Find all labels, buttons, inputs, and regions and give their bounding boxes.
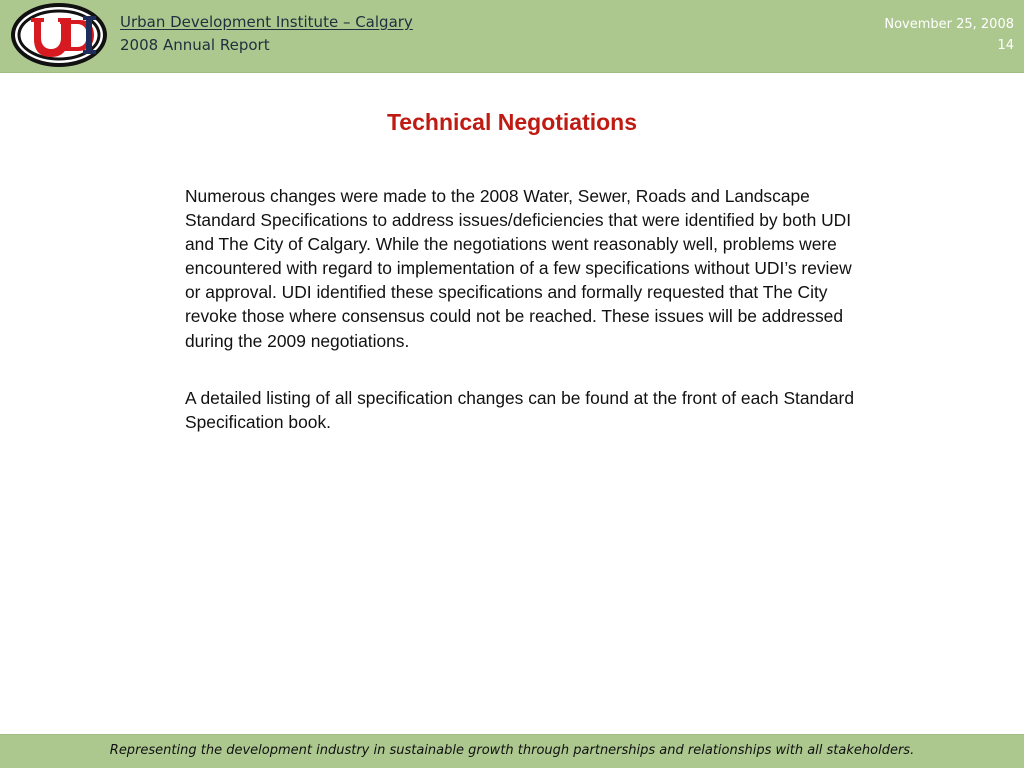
organization-title: Urban Development Institute – Calgary bbox=[120, 13, 413, 31]
udi-logo-icon bbox=[10, 2, 108, 68]
report-subtitle: 2008 Annual Report bbox=[120, 36, 270, 54]
slide-title: Technical Negotiations bbox=[386, 109, 638, 135]
slide-body bbox=[185, 184, 865, 434]
header-meta bbox=[884, 14, 1014, 56]
footer-tagline: Representing the development industry in sustainable growth through partnerships and relationships with all stakeholders. bbox=[109, 743, 915, 758]
footer-bar bbox=[0, 734, 1024, 768]
header-bar bbox=[0, 0, 1024, 73]
header-identity bbox=[120, 10, 413, 57]
slide-date: November 25, 2008 bbox=[884, 17, 1014, 32]
slide-page-number: 14 bbox=[997, 38, 1014, 53]
body-paragraph: A detailed listing of all specification changes can be found at the front of each Standard Specification book. bbox=[185, 387, 855, 432]
body-paragraph: Numerous changes were made to the 2008 Water, Sewer, Roads and Landscape Standard Specifications to address issues/deficiencies that were identified by both UDI and The City of Calgary. While the negotiations went reasonably well, problems were encountered with regard to implementation of a few specifications without UDI’s review or approval. UDI identified these specifications and formally requested that The City revoke those where consensus could not be reached. These issues will be addressed during the 2009 negotiations. bbox=[185, 186, 852, 351]
